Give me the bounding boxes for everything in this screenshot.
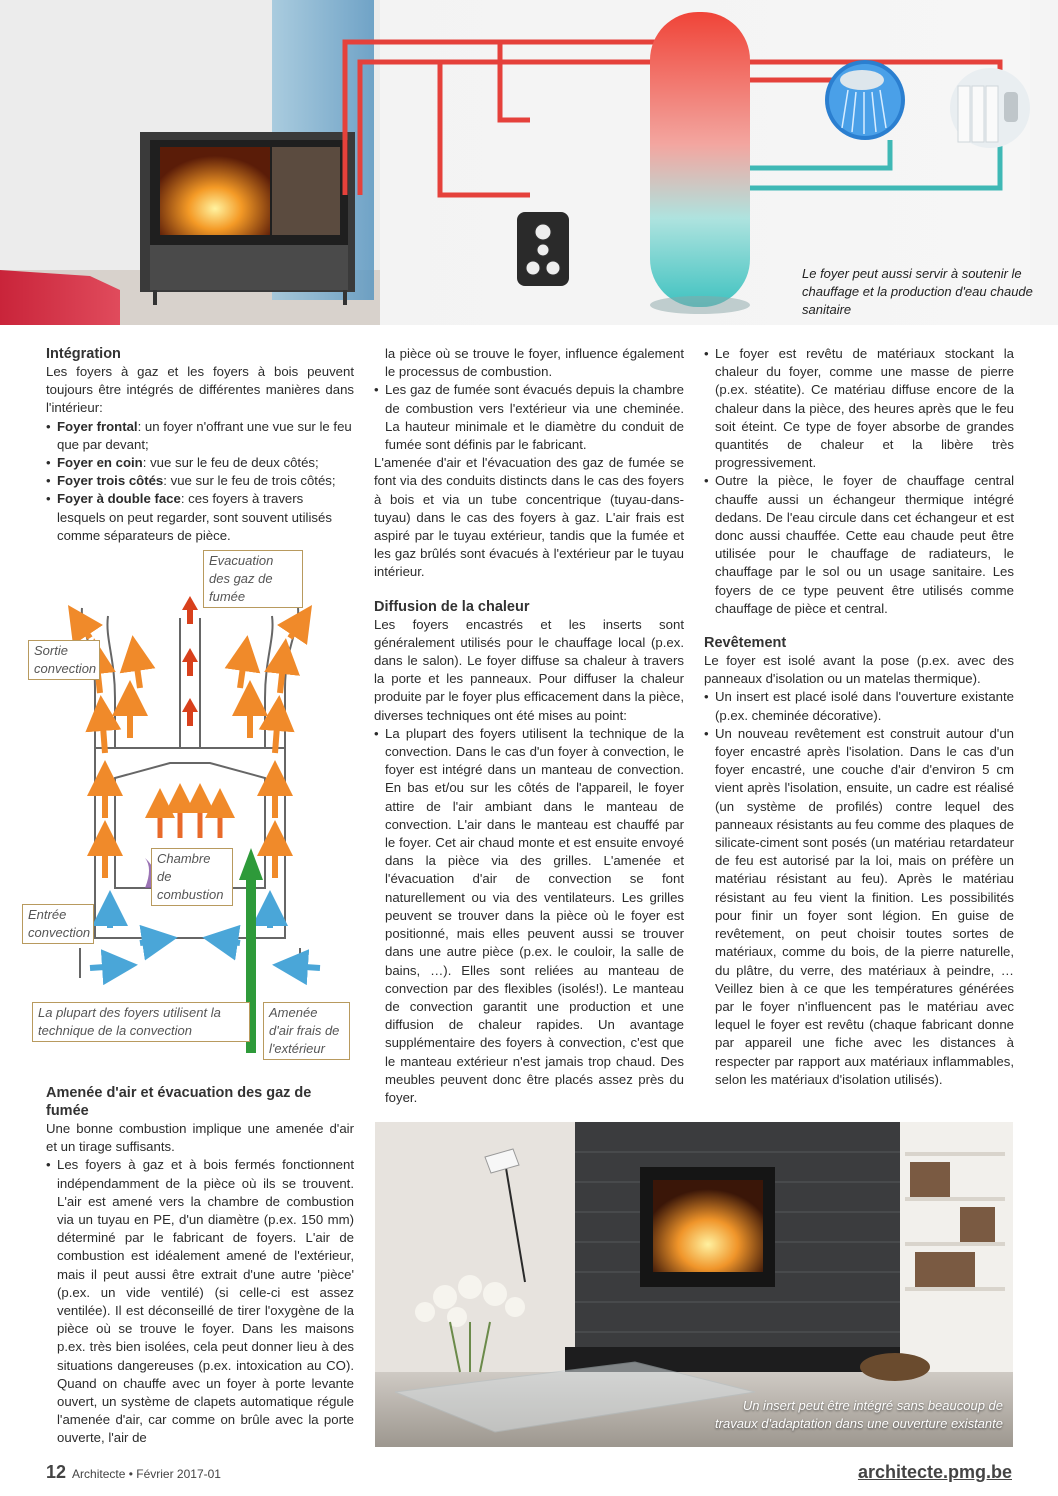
spacer (704, 618, 1014, 634)
list-amenee-air (46, 1156, 354, 1447)
list-item-term: Foyer frontal (57, 418, 138, 434)
list-gaz-fumee (374, 381, 684, 454)
list-item-text: : vue sur le feu de trois côtés; (163, 473, 336, 489)
list-item-term: Foyer trois côtés (57, 473, 164, 489)
hero-image (0, 0, 1058, 325)
paragraph-continued: la pièce où se trouve le foyer, influence également le processus de combustion. (385, 346, 684, 380)
paragraph-integration: Les foyers à gaz et les foyers à bois peuvent toujours être intégrés de différentes manières dans l'intérieur: (46, 364, 354, 416)
label-chambre-combustion: Chambre de combustion (151, 848, 233, 906)
hero-caption: Le foyer peut aussi servir à soutenir le chauffage et la production d'eau chaude sanitaire (802, 266, 1033, 317)
paragraph-revetement: Le foyer est isolé avant la pose (p.ex. avec des panneaux d'isolation ou un matelas thermique). (704, 653, 1014, 687)
convection-diagram-drawing (20, 548, 360, 1060)
paragraph-conduits: L'amenée d'air et l'évacuation des gaz de fumée se font via des conduits distincts dans le cas des foyers à bois et via un tube concentrique (tuyau-dans-tuyau) dans le cas des foyers à gaz. L'air frais est aspiré par le tuyau extérieur, tandis que la fumée et les gaz brûlés sont évacués à l'extérieur par le tuyau intérieur. (374, 455, 684, 580)
label-entree-convection: Entrée convection (22, 904, 94, 944)
heading-diffusion: Diffusion de la chaleur (374, 598, 530, 615)
list-item-term: Foyer en coin (57, 455, 143, 471)
list-item-text: : vue sur le feu de deux côtés; (142, 455, 319, 471)
label-evacuation: Evacuation des gaz de fumée (203, 550, 303, 608)
heading-integration: Intégration (46, 346, 121, 362)
list-item: • La plupart des foyers utilisent la technique de la convection. Dans le cas d'un foyer à convection, le foyer est intégré dans un manteau de convection. En bas et/ou sur les côtés de l'appareil, le foyer attire de l'air ambiant dans le manteau de convection. L'air dans le manteau est chauffé par le foyer. Cet air chaud monte et est ensuite envoyé dans la pièce via des grilles. L'amenée et l'évacuation d'air de convection se font naturellement ou via des ventilateurs. Les grilles peuvent se trouver dans la pièce où le foyer est positionné, mais elles peuvent aussi se trouver dans une autre pièce (p.ex. le couloir, la salle de bains, …). Elles sont reliées au manteau de convection par des flexibles (isolés!). Le manteau de convection garantit une production et une diffusion de chaleur rapides. Un avantage supplémentaire des foyers à convection, c'est que le manteau extérieur n'est jamais trop chaud. Des meubles peuvent donc être placés assez près du foyer. (374, 725, 684, 1107)
list-item-text: : un foyer n'offrant une vue sur le feu que par devant; (57, 418, 352, 452)
insert-photo-caption: Un insert peut être intégré sans beaucoup de travaux d'adaptation dans une ouverture existante (715, 1398, 1003, 1431)
column-1-bottom (46, 1084, 354, 1448)
page-number: 12 (46, 1462, 67, 1482)
list-convection (374, 725, 684, 1107)
list-techniques (704, 345, 1014, 618)
label-amenee-air: Amenée d'air frais de l'extérieur (263, 1002, 350, 1060)
heading-revetement: Revêtement (704, 635, 787, 652)
insert-photo (375, 1122, 1013, 1447)
list-item: • Outre la pièce, le foyer de chauffage central chauffe aussi un échangeur thermique intégré dedans. De l'eau circule dans cet échangeur et est donc aussi chauffée. Cette eau chaude peut être utilisée pour le chauffage de radiateurs, le chauffage par le sol ou un usage sanitaire. Les foyers de ce type peuvent être utilisés comme chauffage de pièce et central. (704, 472, 1014, 618)
spacer (374, 582, 684, 598)
list-revetement (704, 688, 1014, 1088)
list-item: • Un nouveau revêtement est construit autour d'un foyer encastré après l'isolation. Dans le cas d'un foyer encastré, une couche d'air d'environ 5 cm vient après l'isolation, ensuite, un cadre est réalisé (un système de profilés) contre lequel des panneaux résistants au feu comme des plaques de silicate-ciment sont posés (un matériau retardateur de feu est autorisé par la loi, mais on préfère un matériau résistant au feu). Après le matériau résistant au feu vient la finition. Les possibilités pour finir un foyer sont légion. En guise de revêtement, on peut choisir toutes sortes de matériaux, comme du bois, de la pierre naturelle, du plâtre, du verre, des matériaux à peindre, … Veillez bien à ce que les températures générées par le foyer n'influencent pas le matériau avec lequel le foyer est revêtu (chaque fabricant donne par appareil une fiche avec les distances à respecter par rapport aux matériaux inflammables, selon les matériaux d'isolation utilisés). (704, 725, 1014, 1089)
label-sortie-convection: Sortie convection (28, 640, 100, 680)
paragraph-amenee-air: Une bonne combustion implique une amenée d'air et un tirage suffisants. (46, 1121, 354, 1155)
paragraph-diffusion: Les foyers encastrés et les inserts sont généralement utilisés pour le chauffage local (p.ex. dans le salon). Le foyer diffuse sa chaleur à travers la porte et les panneaux. Pour diffuser la chaleur produite par le foyer plus efficacement dans la pièce, diverses techniques ont été mises au point: (374, 616, 684, 723)
column-1-top (46, 345, 354, 545)
column-2 (374, 345, 684, 1107)
list-item: • Les foyers à gaz et à bois fermés fonctionnent indépendamment de la pièce où ils se trouvent. L'air est amené vers la chambre de combustion via un tuyau en PE, d'un diamètre (p.ex. 150 mm) déterminé par le fabricant de foyers. L'air de combustion est idéalement amené de l'extérieur, mais il peut aussi être extrait d'une autre 'pièce' (p.ex. un vide ventilé) (si celle-ci est assez ventilée). Il est déconseillé de tirer l'oxygène de la pièce où se trouve le foyer. Dans les maisons p.ex. très bien isolées, cela peut donner lieu à des situations dangereuses (p.ex. intoxication au CO). Quand on chauffe avec un foyer à porte levante ouvert, un système de clapets automatique régule l'amenée d'air, car comme on brûle avec la porte ouverte, l'air de (46, 1156, 354, 1447)
list-item-text: : ces foyers à travers lesquels on peut regarder, sont souvent utilisés comme séparateurs de pièce. (57, 491, 332, 543)
list-item (46, 418, 354, 454)
publication-name: Architecte • Février 2017-01 (72, 1467, 221, 1481)
list-item: • Les gaz de fumée sont évacués depuis la chambre de combustion vers l'extérieur via une cheminée. La hauteur minimale et le diamètre du conduit de fumée sont définis par le fabricant. (374, 381, 684, 454)
column-3 (704, 345, 1014, 1089)
list-item (46, 472, 354, 490)
convection-diagram (20, 548, 360, 1060)
footer-publication (46, 1462, 221, 1483)
list-item (46, 454, 354, 472)
heading-amenee-air: Amenée d'air et évacuation des gaz de fumée (46, 1085, 312, 1119)
label-technique-convection: La plupart des foyers utilisent la technique de la convection (32, 1002, 250, 1042)
list-item (46, 490, 354, 545)
website-link[interactable]: architecte.pmg.be (857, 1462, 1012, 1482)
list-item: • Un insert est placé isolé dans l'ouverture existante (p.ex. cheminée décorative). (704, 688, 1014, 724)
list-item: • Le foyer est revêtu de matériaux stockant la chaleur du foyer, comme une masse de pierre (p.ex. stéatite). Ce matériau diffuse encore de la chaleur dans la pièce, des heures après que le feu soit éteint. Ce type de foyer absorbe de grandes quantités de chaleur et la libère très progressivement. (704, 345, 1014, 472)
list-foyer-types (46, 418, 354, 545)
list-item-term: Foyer à double face (57, 491, 181, 507)
